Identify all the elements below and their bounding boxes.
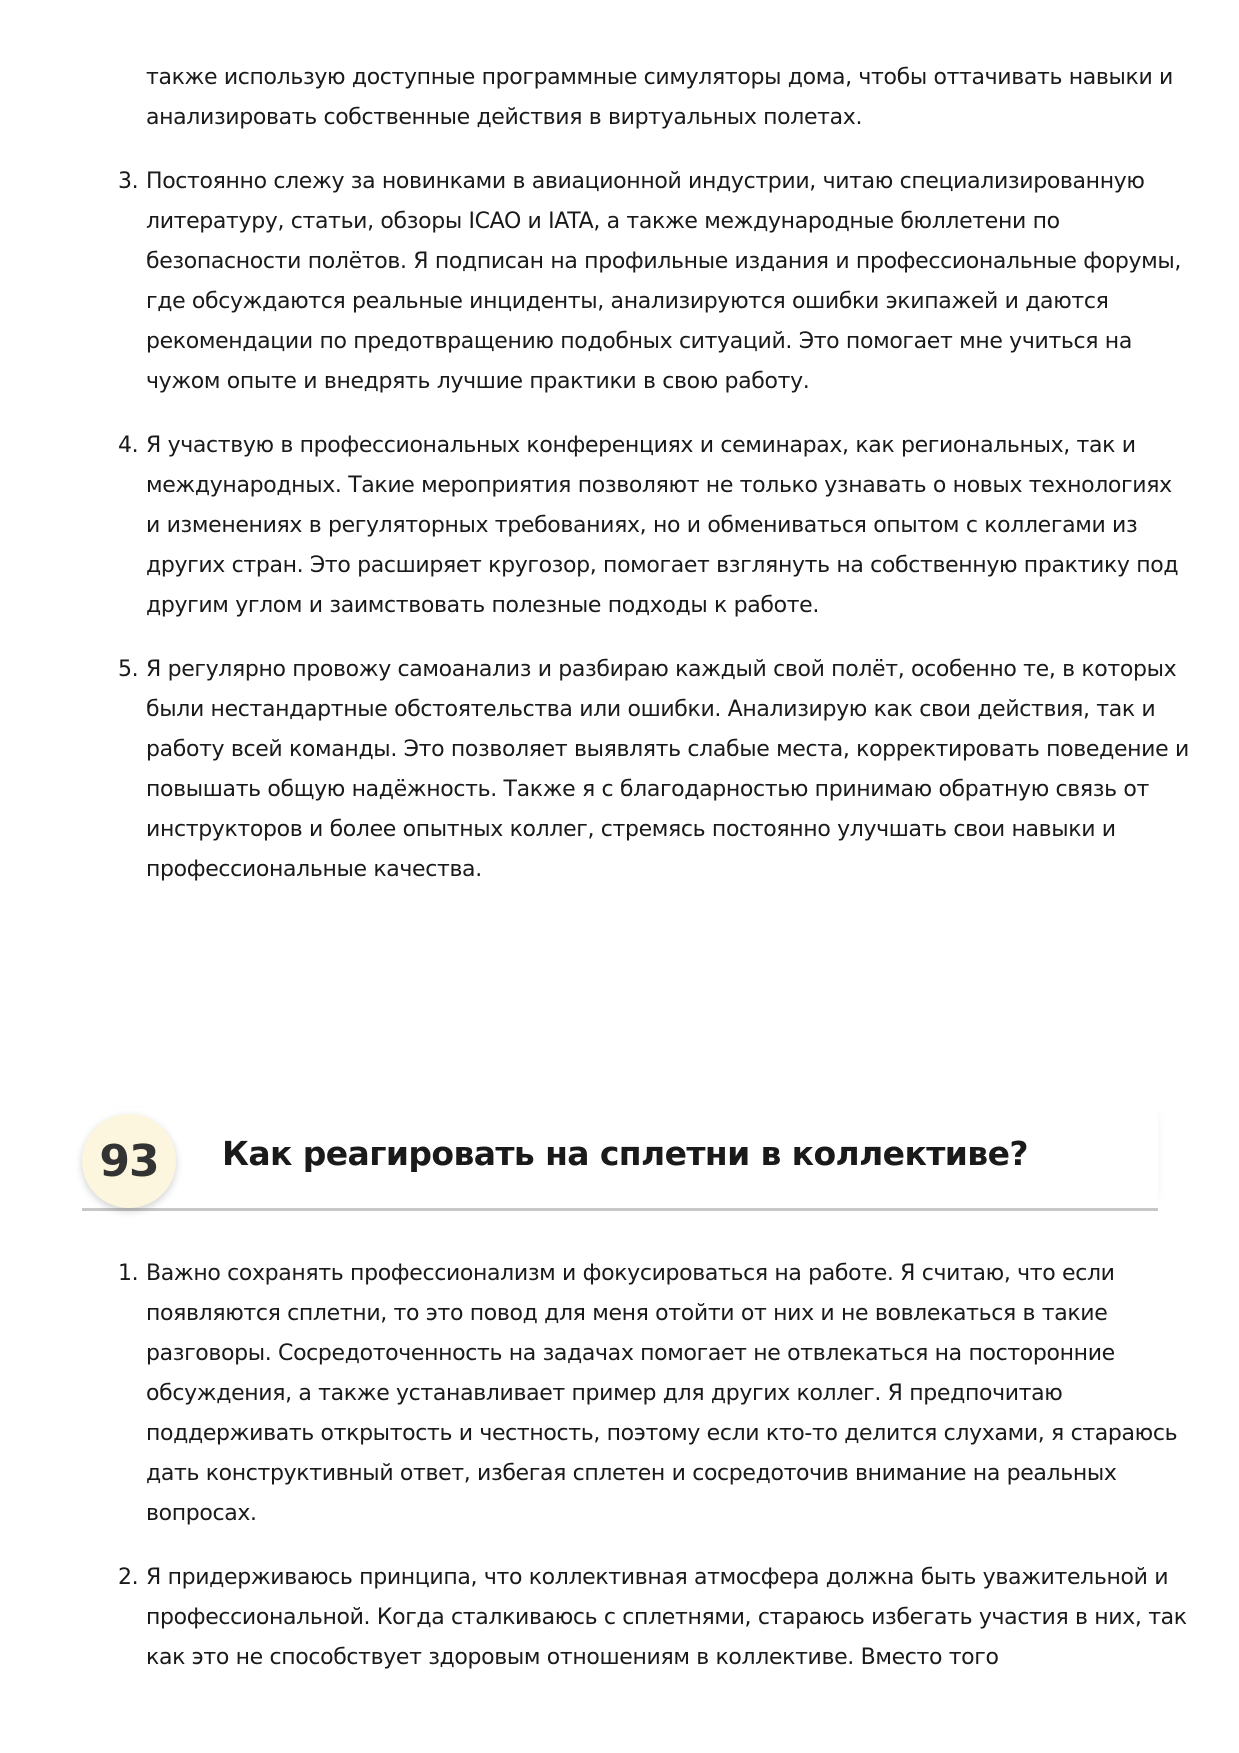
- list-item: [0, 58, 1239, 138]
- list-item: [0, 1558, 1239, 1678]
- list-item-number: 5.: [118, 657, 139, 682]
- list-item: [0, 162, 1239, 402]
- section-title: Как реагировать на сплетни в коллективе?: [222, 1134, 1028, 1173]
- list-item-number: 1.: [118, 1261, 139, 1286]
- list-item-text: Постоянно слежу за новинками в авиационной индустрии, читаю специализированную литературу, статьи, обзоры ICAO и IATA, а также международные бюллетени по безопасности полётов. Я подписан на профильные издания и профессиональные форумы, где обсуждаются реальные инциденты, анализируются ошибки экипажей и даются рекомендации по предотвращению подобных ситуаций. Это помогает мне учиться на чужом опыте и внедрять лучшие практики в свою работу.: [146, 169, 1182, 394]
- list-item: [0, 426, 1239, 626]
- list-item-number: 2.: [118, 1565, 139, 1590]
- section-heading: [82, 1108, 1158, 1211]
- answer-list-continued: [0, 58, 1239, 914]
- list-item-text: Я регулярно провожу самоанализ и разбираю каждый свой полёт, особенно те, в которых были нестандартные обстоятельства или ошибки. Анализирую как свои действия, так и работу всей команды. Это позволяет выявлять слабые места, корректировать поведение и повышать общую надёжность. Также я с благодарностью принимаю обратную связь от инструкторов и более опытных коллег, стремясь постоянно улучшать свои навыки и профессиональные качества.: [146, 657, 1189, 882]
- list-item-text: Важно сохранять профессионализм и фокусироваться на работе. Я считаю, что если появляются сплетни, то это повод для меня отойти от них и не вовлекаться в такие разговоры. Сосредоточенность на задачах помогает не отвлекаться на посторонние обсуждения, а также устанавливает пример для других коллег. Я предпочитаю поддерживать открытость и честность, поэтому если кто-то делится слухами, я стараюсь дать конструктивный ответ, избегая сплетен и сосредоточив внимание на реальных вопросах.: [146, 1261, 1178, 1526]
- list-item-text: Я участвую в профессиональных конференциях и семинарах, как региональных, так и международных. Такие мероприятия позволяют не только узнавать о новых технологиях и изменениях в регуляторных требованиях, но и обмениваться опытом с коллегами из других стран. Это расширяет кругозор, помогает взглянуть на собственную практику под другим углом и заимствовать полезные подходы к работе.: [146, 433, 1179, 618]
- list-item-number: 4.: [118, 433, 139, 458]
- list-item-number: 3.: [118, 169, 139, 194]
- answer-list: [0, 1254, 1239, 1702]
- list-item-text: Я придерживаюсь принципа, что коллективная атмосфера должна быть уважительной и профессиональной. Когда сталкиваюсь с сплетнями, стараюсь избегать участия в них, так как это не способствует здоровым отношениям в коллективе. Вместо того: [146, 1565, 1187, 1670]
- list-item: [0, 650, 1239, 890]
- list-item: [0, 1254, 1239, 1534]
- section-number-badge: 93: [82, 1114, 176, 1208]
- list-item-text: также использую доступные программные симуляторы дома, чтобы оттачивать навыки и анализировать собственные действия в виртуальных полетах.: [146, 65, 1174, 130]
